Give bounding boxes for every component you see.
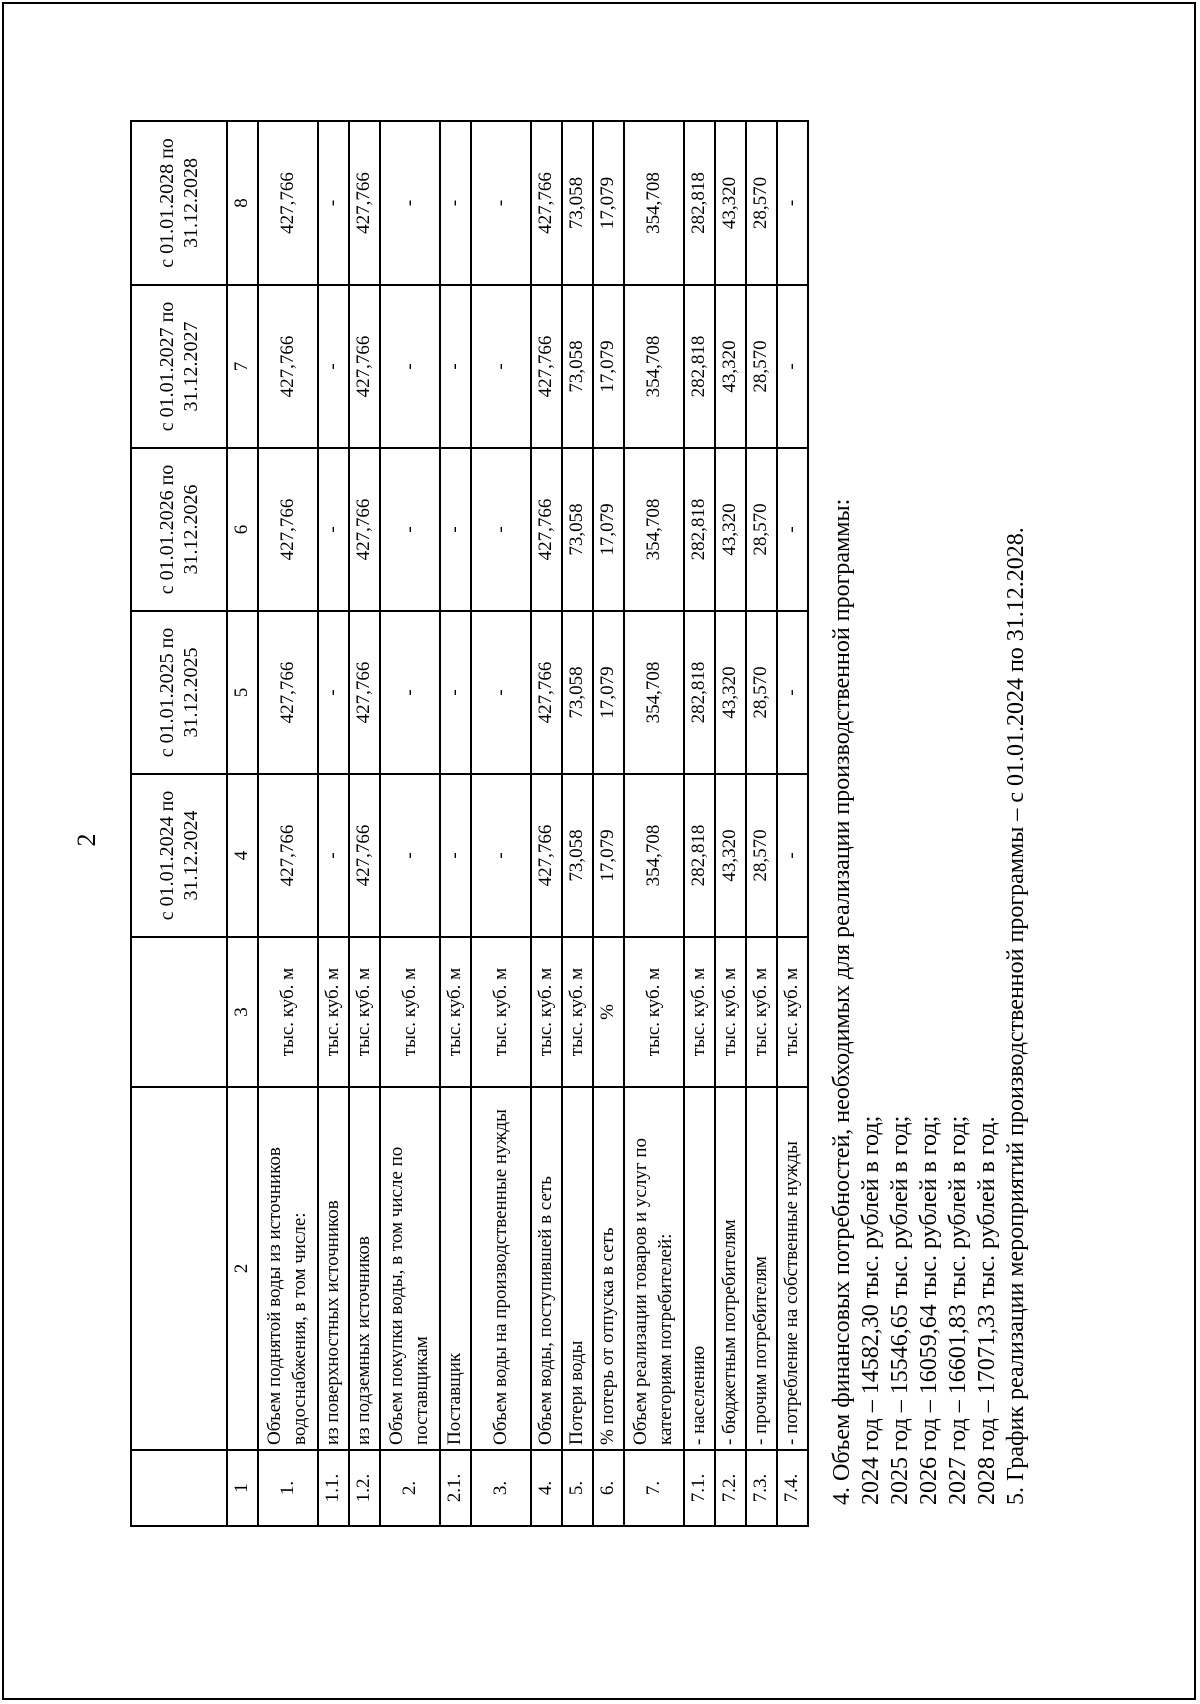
row-value: 43,320 <box>715 774 746 937</box>
row-number: 5. <box>562 1450 593 1526</box>
row-name: Объем воды на производственные нужды <box>471 1087 531 1450</box>
row-value: 73,058 <box>562 611 593 774</box>
row-value: 427,766 <box>531 121 562 285</box>
table-row <box>258 121 318 1526</box>
row-name: Потери воды <box>562 1087 593 1450</box>
row-value: - <box>318 448 349 611</box>
row-number: 7.2. <box>715 1450 746 1526</box>
row-unit: тыс. куб. м <box>318 937 349 1087</box>
row-value: - <box>471 448 531 611</box>
row-value: 427,766 <box>349 121 380 285</box>
row-unit: тыс. куб. м <box>349 937 380 1087</box>
row-value: - <box>777 448 808 611</box>
row-value: - <box>318 121 349 285</box>
row-value: 282,818 <box>684 121 715 285</box>
row-unit: тыс. куб. м <box>258 937 318 1087</box>
row-value: 28,570 <box>746 285 777 448</box>
header-period-2025: с 01.01.2025 по 31.12.2025 <box>131 611 227 774</box>
table-row <box>715 121 746 1526</box>
row-value: 282,818 <box>684 774 715 937</box>
row-value: 427,766 <box>531 285 562 448</box>
table-row <box>318 121 349 1526</box>
row-name: из подземных источников <box>349 1087 380 1450</box>
column-number: 1 <box>227 1450 258 1526</box>
column-number-row <box>227 121 258 1526</box>
row-value: - <box>471 121 531 285</box>
row-value: 17,079 <box>593 121 624 285</box>
header-period-2026: с 01.01.2026 по 31.12.2026 <box>131 448 227 611</box>
row-value: - <box>471 774 531 937</box>
row-unit: тыс. куб. м <box>380 937 440 1087</box>
row-number: 7.1. <box>684 1450 715 1526</box>
row-value: - <box>777 611 808 774</box>
row-value: - <box>440 611 471 774</box>
table-row <box>349 121 380 1526</box>
row-value: - <box>318 285 349 448</box>
row-number: 1.2. <box>349 1450 380 1526</box>
rotated-page-content <box>20 60 1120 1620</box>
column-number: 2 <box>227 1087 258 1450</box>
table-row <box>746 121 777 1526</box>
row-value: - <box>471 285 531 448</box>
column-number: 3 <box>227 937 258 1087</box>
row-value: 73,058 <box>562 121 593 285</box>
row-value: 28,570 <box>746 774 777 937</box>
row-value: - <box>471 611 531 774</box>
row-unit: тыс. куб. м <box>531 937 562 1087</box>
row-number: 2.1. <box>440 1450 471 1526</box>
row-name: Объем поднятой воды из источников водоснабжения, в том числе: <box>258 1087 318 1450</box>
page-number: 2 <box>72 833 101 847</box>
year-line-2025: 2025 год – 15546,65 тыс. рублей в год; <box>887 1115 913 1505</box>
column-number: 4 <box>227 774 258 937</box>
row-value: 282,818 <box>684 285 715 448</box>
item4-heading: 4. Объем финансовых потребностей, необходимых для реализации производственной программы: <box>829 498 855 1505</box>
row-number: 6. <box>593 1450 624 1526</box>
column-number: 6 <box>227 448 258 611</box>
row-value: - <box>318 611 349 774</box>
row-value: 73,058 <box>562 774 593 937</box>
row-value: 28,570 <box>746 448 777 611</box>
row-value: 282,818 <box>684 448 715 611</box>
column-number: 5 <box>227 611 258 774</box>
header-cell <box>131 1087 227 1450</box>
row-value: 427,766 <box>349 774 380 937</box>
row-unit: тыс. куб. м <box>562 937 593 1087</box>
row-name: Объем реализации товаров и услуг по категориям потребителей: <box>624 1087 684 1450</box>
year-line-2024: 2024 год – 14582,30 тыс. рублей в год; <box>858 1115 884 1505</box>
financial-needs-text <box>828 105 1031 1505</box>
row-name: из поверхностных источников <box>318 1087 349 1450</box>
row-value: - <box>777 774 808 937</box>
row-name: - потребление на собственные нужды <box>777 1087 808 1450</box>
table-row <box>777 121 808 1526</box>
row-value: 43,320 <box>715 121 746 285</box>
row-name: - прочим потребителям <box>746 1087 777 1450</box>
row-value: 73,058 <box>562 448 593 611</box>
row-value: 17,079 <box>593 611 624 774</box>
row-value: 427,766 <box>531 448 562 611</box>
row-unit: тыс. куб. м <box>624 937 684 1087</box>
row-value: 28,570 <box>746 611 777 774</box>
row-value: 354,708 <box>624 448 684 611</box>
production-program-table <box>130 120 809 1527</box>
row-value: - <box>380 448 440 611</box>
header-period-2027: с 01.01.2027 по 31.12.2027 <box>131 285 227 448</box>
table-row <box>593 121 624 1526</box>
row-name: Объем покупки воды, в том числе по поставщикам <box>380 1087 440 1450</box>
row-name: - бюджетным потребителям <box>715 1087 746 1450</box>
row-value: 354,708 <box>624 285 684 448</box>
row-value: 43,320 <box>715 448 746 611</box>
row-number: 7.3. <box>746 1450 777 1526</box>
header-period-2024: с 01.01.2024 по 31.12.2024 <box>131 774 227 937</box>
row-unit: % <box>593 937 624 1087</box>
row-value: 427,766 <box>258 285 318 448</box>
row-value: 427,766 <box>531 611 562 774</box>
row-unit: тыс. куб. м <box>746 937 777 1087</box>
row-number: 2. <box>380 1450 440 1526</box>
year-line-2028: 2028 год – 17071,33 тыс. рублей в год. <box>974 1116 1000 1505</box>
row-value: 354,708 <box>624 774 684 937</box>
year-line-2026: 2026 год – 16059,64 тыс. рублей в год; <box>916 1115 942 1505</box>
row-number: 7.4. <box>777 1450 808 1526</box>
row-name: Объем воды, поступившей в сеть <box>531 1087 562 1450</box>
row-value: - <box>440 448 471 611</box>
row-number: 1. <box>258 1450 318 1526</box>
row-name: % потерь от отпуска в сеть <box>593 1087 624 1450</box>
row-value: 17,079 <box>593 774 624 937</box>
row-value: 28,570 <box>746 121 777 285</box>
row-value: 354,708 <box>624 611 684 774</box>
row-value: 354,708 <box>624 121 684 285</box>
item5-schedule: 5. График реализации мероприятий производственной программы – с 01.01.2024 по 31.12.2028. <box>1003 527 1029 1505</box>
row-number: 4. <box>531 1450 562 1526</box>
row-value: - <box>440 121 471 285</box>
row-value: 427,766 <box>258 448 318 611</box>
table-row <box>562 121 593 1526</box>
row-number: 1.1. <box>318 1450 349 1526</box>
header-period-2028: с 01.01.2028 по 31.12.2028 <box>131 121 227 285</box>
table-row <box>531 121 562 1526</box>
row-unit: тыс. куб. м <box>777 937 808 1087</box>
row-number: 3. <box>471 1450 531 1526</box>
table-row <box>380 121 440 1526</box>
row-name: Поставщик <box>440 1087 471 1450</box>
year-line-2027: 2027 год – 16601,83 тыс. рублей в год; <box>945 1115 971 1505</box>
row-unit: тыс. куб. м <box>684 937 715 1087</box>
row-value: - <box>380 611 440 774</box>
row-value: - <box>380 774 440 937</box>
row-value: 427,766 <box>349 611 380 774</box>
row-value: - <box>380 285 440 448</box>
table-header-row <box>131 121 227 1526</box>
row-value: 427,766 <box>258 774 318 937</box>
row-value: 427,766 <box>531 774 562 937</box>
row-value: - <box>318 774 349 937</box>
row-number: 7. <box>624 1450 684 1526</box>
row-value: 17,079 <box>593 285 624 448</box>
table-row <box>471 121 531 1526</box>
row-value: - <box>440 285 471 448</box>
header-cell <box>131 937 227 1087</box>
column-number: 8 <box>227 121 258 285</box>
row-unit: тыс. куб. м <box>471 937 531 1087</box>
row-value: 43,320 <box>715 285 746 448</box>
row-unit: тыс. куб. м <box>715 937 746 1087</box>
row-value: - <box>440 774 471 937</box>
row-value: 427,766 <box>258 611 318 774</box>
row-name: - населению <box>684 1087 715 1450</box>
row-value: 427,766 <box>349 448 380 611</box>
row-value: - <box>777 285 808 448</box>
table-row <box>624 121 684 1526</box>
row-unit: тыс. куб. м <box>440 937 471 1087</box>
row-value: 282,818 <box>684 611 715 774</box>
row-value: - <box>777 121 808 285</box>
row-value: 427,766 <box>258 121 318 285</box>
row-value: 43,320 <box>715 611 746 774</box>
row-value: 17,079 <box>593 448 624 611</box>
row-value: - <box>380 121 440 285</box>
column-number: 7 <box>227 285 258 448</box>
header-cell <box>131 1450 227 1526</box>
table-row <box>440 121 471 1526</box>
table-row <box>684 121 715 1526</box>
row-value: 427,766 <box>349 285 380 448</box>
row-value: 73,058 <box>562 285 593 448</box>
